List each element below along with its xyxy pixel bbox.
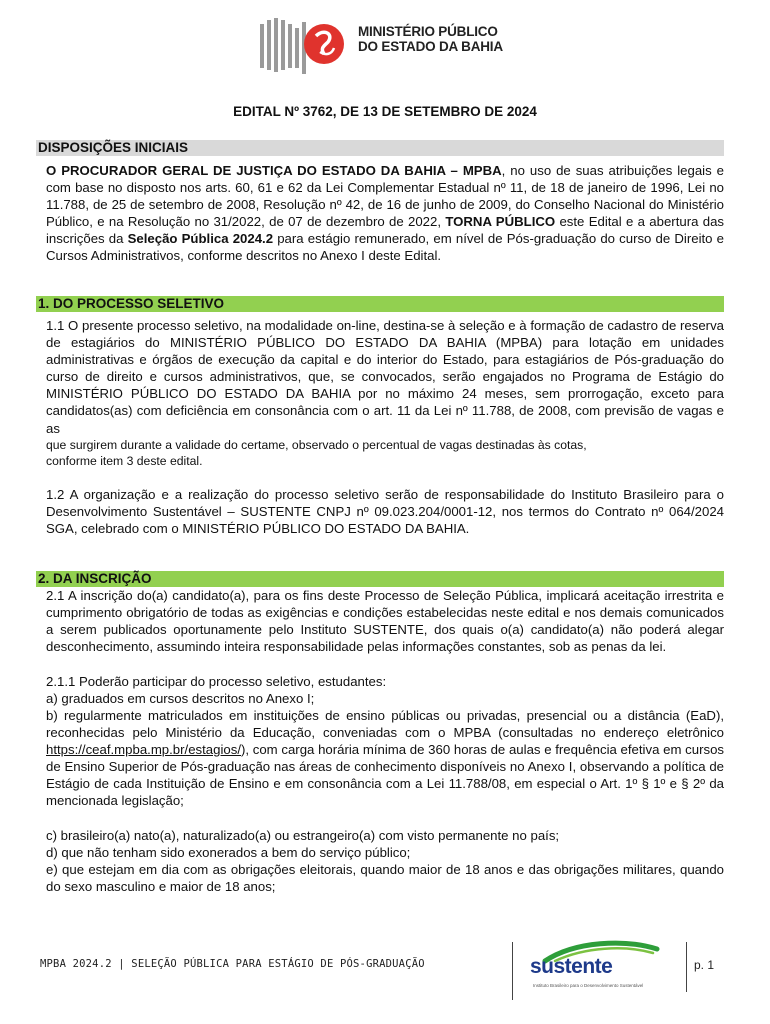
s1-p1-small-2: conforme item 3 deste edital. xyxy=(46,454,203,469)
initial-bold-1: O PROCURADOR GERAL DE JUSTIÇA DO ESTADO DA BAHIA – MPBA xyxy=(46,163,502,178)
initial-bold-3: Seleção Pública 2024.2 xyxy=(127,231,274,247)
s2-paragraph-2: 2.1.1 Poderão participar do processo seletivo, estudantes: xyxy=(46,674,387,689)
sustente-logo-text: sustente xyxy=(530,955,613,978)
mp-logo-icon xyxy=(254,14,352,76)
s1-paragraph-2: 1.2 A organização e a realização do processo seletivo serão de responsabilidade do Instituto Brasileiro para o Desenvolvimento Sustentável – SUSTENTE CNPJ nº 09.023.204/0001-12, nos termos do Contrato nº 064/2024 SGA, celebrado com o MINISTÉRIO PÚBLICO DO ESTADO DA BAHIA. xyxy=(46,487,724,537)
s2-item-e: e) que estejam em dia com as obrigações eleitorais, quando maior de 18 anos e das obrigações militares, quando do sexo masculino e maior de 18 anos; xyxy=(46,862,724,895)
initial-text-1: , no uso de suas atribuições legais e com base no disposto nos arts. 60, 61 e 62 da Lei Complementar Estadual nº 11, de 18 de janeiro de 1996, Lei no 11.788, de 25 de setembro de 2008, Resolução nº 42, de 16 de junho de 2009, do Conselho Nacional do Ministério Público, e na Resolução no 31/2022, de 07 de dezembro de 2022, xyxy=(46,163,724,230)
s1-p1-main: 1.1 O presente processo seletivo, na modalidade on-line, destina-se à seleção e à formação de cadastro de reserva de estagiários do MINISTÉRIO PÚBLICO DO ESTADO DA BAHIA (MPBA) para lotação em unidades administrativas e órgãos de execução da capital e do interior do Estado, para estagiários de Pós-graduação do curso de direito e cursos administrativos, que, se convocados, serão engajados no Programa de Estágio do MINISTÉRIO PÚBLICO DO ESTADO DA BAHIA por no máximo 24 meses, sem prorrogação, exceto para candidatos(as) com deficiência em consonância com o art. 11 da Lei nº 11.788, de 2008, com previsão de vagas e as xyxy=(46,318,724,436)
sustente-logo-subtitle: Instituto Brasileiro para o Desenvolvimento Sustentável xyxy=(533,983,644,988)
s2-item-c: c) brasileiro(a) nato(a), naturalizado(a) ou estrangeiro(a) com visto permanente no país; xyxy=(46,828,560,843)
page-number: p. 1 xyxy=(694,958,715,972)
initial-text-3: para estágio remunerado, em nível de Pós-graduação do curso de Direito e Cursos Administrativos, conforme descritos no Anexo I deste Edital. xyxy=(46,231,724,264)
s2-paragraph-1: 2.1 A inscrição do(a) candidato(a), para os fins deste Processo de Seleção Pública, implicará aceitação irrestrita e cumprimento obrigatório de todas as exigências e condições estabelecidas neste edital e nos demais comunicados a serem publicados oportunamente pelo Instituto SUSTENTE, dos quais o(a) candidato(a) não poderá alegar desconhecimento, assumindo inteira responsabilidade pelas informações constantes, sob as penas da lei. xyxy=(46,588,724,655)
initial-paragraph xyxy=(46,162,724,265)
org-name xyxy=(358,24,503,54)
initial-text-2: este Edital e a abertura das inscrições da xyxy=(46,214,725,247)
footer-divider-left xyxy=(512,942,513,1000)
estagios-link[interactable]: https://ceaf.mpba.mp.br/estagios/ xyxy=(46,742,241,758)
org-name-line1: MINISTÉRIO PÚBLICO xyxy=(358,24,498,39)
org-name-line2: DO ESTADO DA BAHIA xyxy=(358,39,503,54)
s2-item-b-post: ), com carga horária mínima de 360 horas de aulas e frequência efetiva em cursos de Ensino Superior de Pós-graduação nas áreas de conhecimento disponíveis no Anexo I, observando a política de Estágio de cada Instituição de Ensino e em consonância com a Lei 11.788/08, em especial o Art. 1º § 1º e § 2º da mencionada legislação; xyxy=(46,742,724,809)
s1-p1-small-1: que surgirem durante a validade do certame, observado o percentual de vagas destinadas às cotas, xyxy=(46,437,587,452)
s2-item-d: d) que não tenham sido exonerados a bem do serviço público; xyxy=(46,845,411,860)
initial-bold-2: TORNA PÚBLICO xyxy=(445,214,556,230)
footer-divider-right xyxy=(686,942,687,992)
section-heading-initial: DISPOSIÇÕES INICIAIS xyxy=(36,140,724,156)
s2-item-b-pre: b) regularmente matriculados em instituições de ensino públicas ou privadas, presencial ou a distância (EaD), reconhecidas pelo Ministério da Educação, conveniadas com o MPBA (consultadas no endereço eletrônico xyxy=(46,708,724,741)
s2-item-a: a) graduados em cursos descritos no Anexo I; xyxy=(46,691,315,706)
section-heading-1: 1. DO PROCESSO SELETIVO xyxy=(36,296,724,312)
section-heading-2: 2. DA INSCRIÇÃO xyxy=(36,571,724,587)
s1-paragraph-1 xyxy=(46,317,724,470)
footer-text: MPBA 2024.2 | SELEÇÃO PÚBLICA PARA ESTÁGIO DE PÓS-GRADUAÇÃO xyxy=(40,958,425,970)
s2-item-b xyxy=(46,707,724,810)
edital-title: EDITAL Nº 3762, DE 13 DE SETEMBRO DE 2024 xyxy=(233,104,537,119)
